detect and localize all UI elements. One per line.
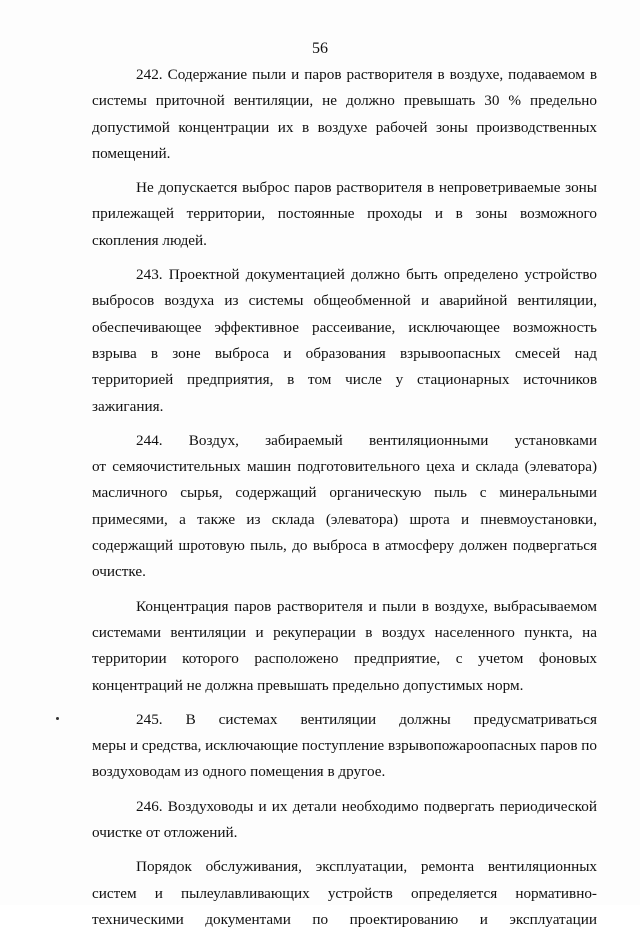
paragraph-244: 244. Воздух, забираемый вентиляционными установками от семяочистительных машин подготовительного цеха и склада (элеватора) масличного сырья, содержащий органическую пыль с минеральными примесями, а также из склада (элеватора) шрота и пневмоустановки, содержащий шротовую пыль, до выброса в атмосферу должен подвергаться очистке. bbox=[92, 431, 597, 581]
document-body bbox=[92, 62, 597, 941]
paragraph-245: 245. В системах вентиляции должны предусматриваться меры и средства, исключающие поступление взрывопожароопасных паров по воздуховодам из одного помещения в другое. bbox=[92, 710, 598, 781]
page-number: 56 bbox=[312, 40, 328, 57]
paragraph-242: 242. Содержание пыли и паров растворителя в воздухе, подаваемом в системы приточной вентиляции, не должно превышать 30 % предельно допустимой концентрации их в воздухе рабочей зоны производственных помещений. bbox=[92, 66, 597, 162]
paragraph-242-continuation: Не допускается выброс паров растворителя в непроветриваемые зоны прилежащей территории, постоянные проходы и в зоны возможного скопления людей. bbox=[92, 179, 597, 249]
paragraph-246-continuation: Порядок обслуживания, эксплуатации, ремонта вентиляционных систем и пылеулавливающих устройств определяется нормативно-техническими документами по проектированию и эксплуатации bbox=[92, 858, 597, 928]
paragraph-246: 246. Воздуховоды и их детали необходимо подвергать периодической очистке от отложений. bbox=[92, 797, 597, 842]
paragraph-244-continuation: Концентрация паров растворителя и пыли в воздухе, выбрасываемом системами вентиляции и рекуперации в воздух населенного пункта, на территории которого расположено предприятие, с учетом фоновых концентраций не должна превышать предельно допустимых норм. bbox=[92, 597, 597, 694]
scan-speck bbox=[56, 717, 59, 720]
paragraph-243: 243. Проектной документацией должно быть определено устройство выбросов воздуха из системы общеобменной и аварийной вентиляции, обеспечивающее эффективное рассеивание, исключающее возможность взрыва в зоне выброса и образования взрывоопасных смесей над территорией предприятия, в том числе у стационарных источников зажигания. bbox=[92, 266, 597, 415]
